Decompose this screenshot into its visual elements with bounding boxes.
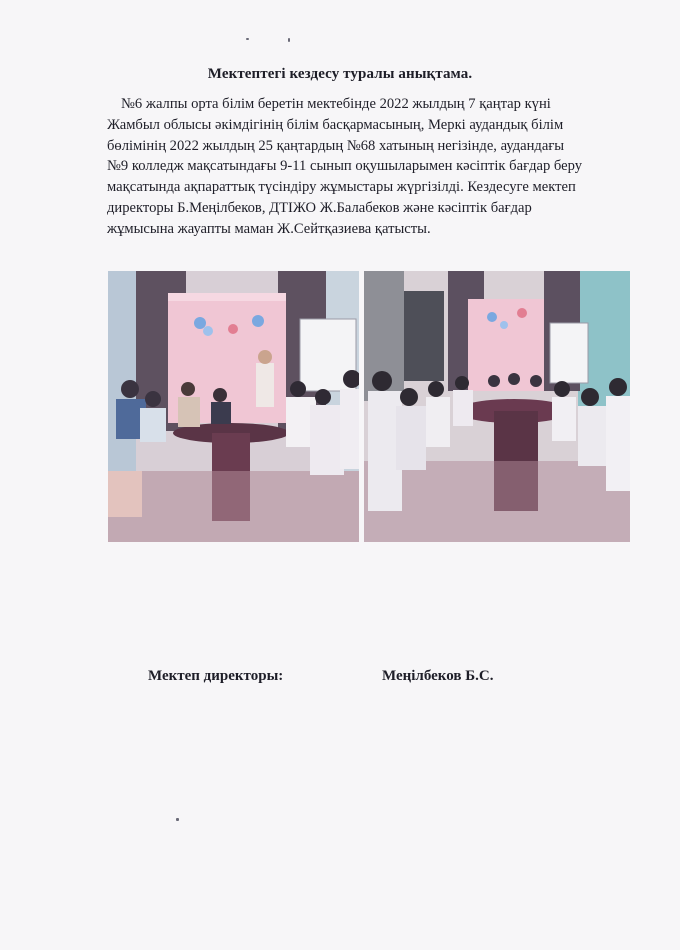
document-title: Мектептегі кездесу туралы анықтама. [207,66,473,82]
scan-speck [176,818,179,821]
scan-speck [246,38,249,40]
meeting-photo-right [364,271,630,542]
signature-label: Мектеп директоры: [148,668,284,684]
scan-speck [288,38,290,42]
body-line: директоры Б.Меңілбеков, ДТІЖО Ж.Балабеков және кәсіптік бағдар [107,199,532,216]
body-line: №9 колледж мақсатындағы 9-11 сынып оқушыларымен кәсіптік бағдар беру [107,158,583,175]
body-line: мақсатында ақпараттық түсіндіру жұмыстары жүргізілді. Кездесуге мектеп [107,179,576,196]
body-line: Жамбыл облысы әкімдігінің білім басқармасының, Меркі аудандық білім [107,116,564,133]
meeting-photo-left [108,271,359,542]
body-line: бөлімінің 2022 жылдың 25 қаңтардың №68 хатының негізінде, аудандағы [107,137,565,154]
document-body [107,94,627,240]
signature-name: Меңілбеков Б.С. [382,668,494,684]
body-line: жұмысына жауапты маман Ж.Сейтқазиева қатысты. [107,220,431,237]
body-line: №6 жалпы орта білім беретін мектебінде 2022 жылдың 7 қаңтар күні [121,96,551,112]
